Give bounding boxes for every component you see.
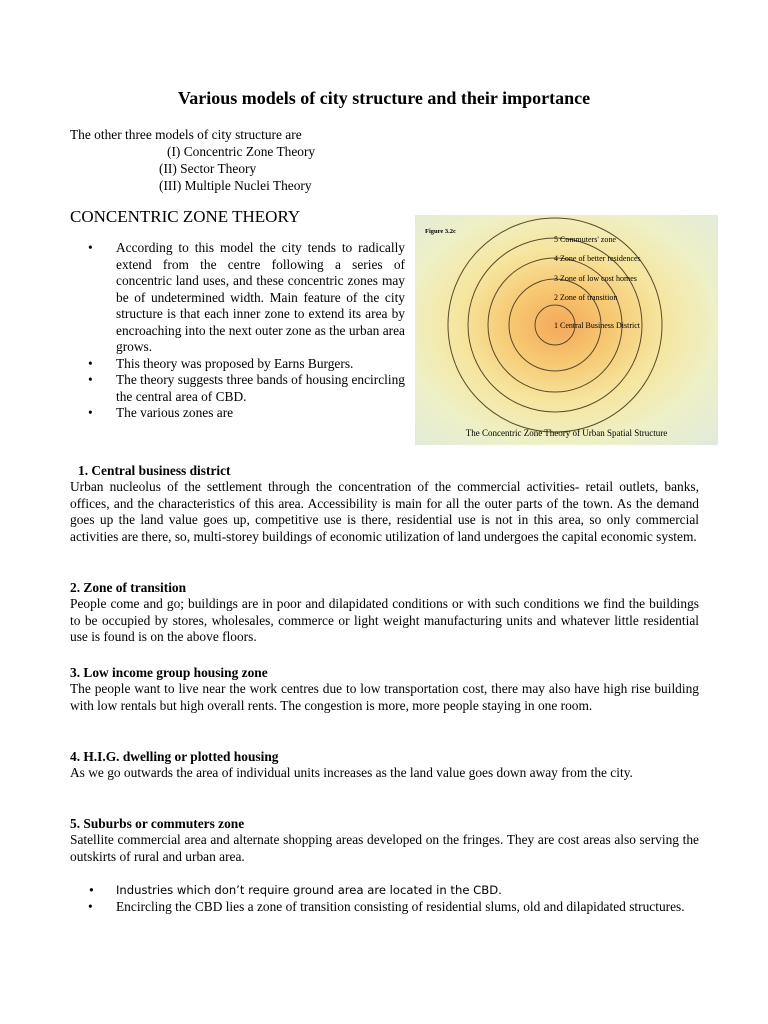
section-heading: CONCENTRIC ZONE THEORY (70, 207, 301, 226)
zone-label-1: 1 Central Business District (554, 321, 640, 330)
section-1-title: 1. Central business district (78, 463, 231, 478)
section-5-title: 5. Suburbs or commuters zone (70, 816, 245, 831)
section-2-title: 2. Zone of transition (70, 580, 187, 595)
model-2: (II) Sector Theory (159, 161, 257, 176)
zone-label-5: 5 Commuters' zone (554, 235, 616, 244)
intro-text: The other three models of city structure are (70, 127, 302, 142)
section-5-text: Satellite commercial area and alternate shopping areas developed on the fringes. They are cost areas also serving the outskirts of rural and urban area. (70, 832, 699, 864)
section-1-text: Urban nucleolus of the settlement through the concentration of the commercial activities- retail outlets, banks, offices, and the characteristics of this area. Accessibility is main for all the outer parts of the town. As the demand goes up the land value goes up, competitive use is there, residential use is not in this area, so only commercial activities are there, so, multi-storey buildings of economic utilization of land undergoes the capital economic system. (70, 479, 699, 544)
theory-bullets (70, 240, 405, 422)
zone-label-2: 2 Zone of transition (554, 293, 618, 302)
bullet: • Encircling the CBD lies a zone of transition consisting of residential slums, old and dilapidated structures. (70, 899, 699, 916)
model-1: (I) Concentric Zone Theory (167, 144, 316, 159)
model-3: (III) Multiple Nuclei Theory (159, 178, 312, 193)
zone-label-3: 3 Zone of low cost homes (554, 274, 637, 283)
section-4-title: 4. H.I.G. dwelling or plotted housing (70, 749, 279, 764)
bullet: • According to this model the city tends to radically extend from the centre following a series of concentric land uses, and these concentric zones may be of undetermined width. Main feature of the city structure is that each inner zone to extend its area by encroaching into the next outer zone as the urban area grows. (70, 240, 405, 356)
section-3-text: The people want to live near the work centres due to low transportation cost, there may also have high rise building with low rentals but high overall rents. The congestion is more, more people staying in one room. (70, 681, 699, 713)
page-title: Various models of city structure and their importance (177, 88, 591, 108)
figure-label: Figure 3.2c (425, 228, 456, 235)
section-2-text: People come and go; buildings are in poor and dilapidated conditions or with such conditions we find the buildings to be occupied by stores, wholesales, commerce or light weight manufacturing units and whatever little residential use is found is on the above floors. (70, 596, 699, 644)
bullet: • This theory was proposed by Earns Burgers. (70, 356, 405, 373)
section-3-title: 3. Low income group housing zone (70, 665, 268, 680)
figure-caption: The Concentric Zone Theory of Urban Spatial Structure (465, 428, 668, 438)
final-bullets (70, 882, 699, 915)
zone-label-4: 4 Zone of better residences (554, 254, 641, 263)
section-4-text: As we go outwards the area of individual units increases as the land value goes down away from the city. (70, 765, 633, 780)
bullet: • The various zones are (70, 405, 405, 422)
bullet: • The theory suggests three bands of housing encircling the central area of CBD. (70, 372, 405, 405)
concentric-zone-figure (415, 215, 718, 445)
bullet: • Industries which don’t require ground area are located in the CBD. (70, 882, 699, 899)
